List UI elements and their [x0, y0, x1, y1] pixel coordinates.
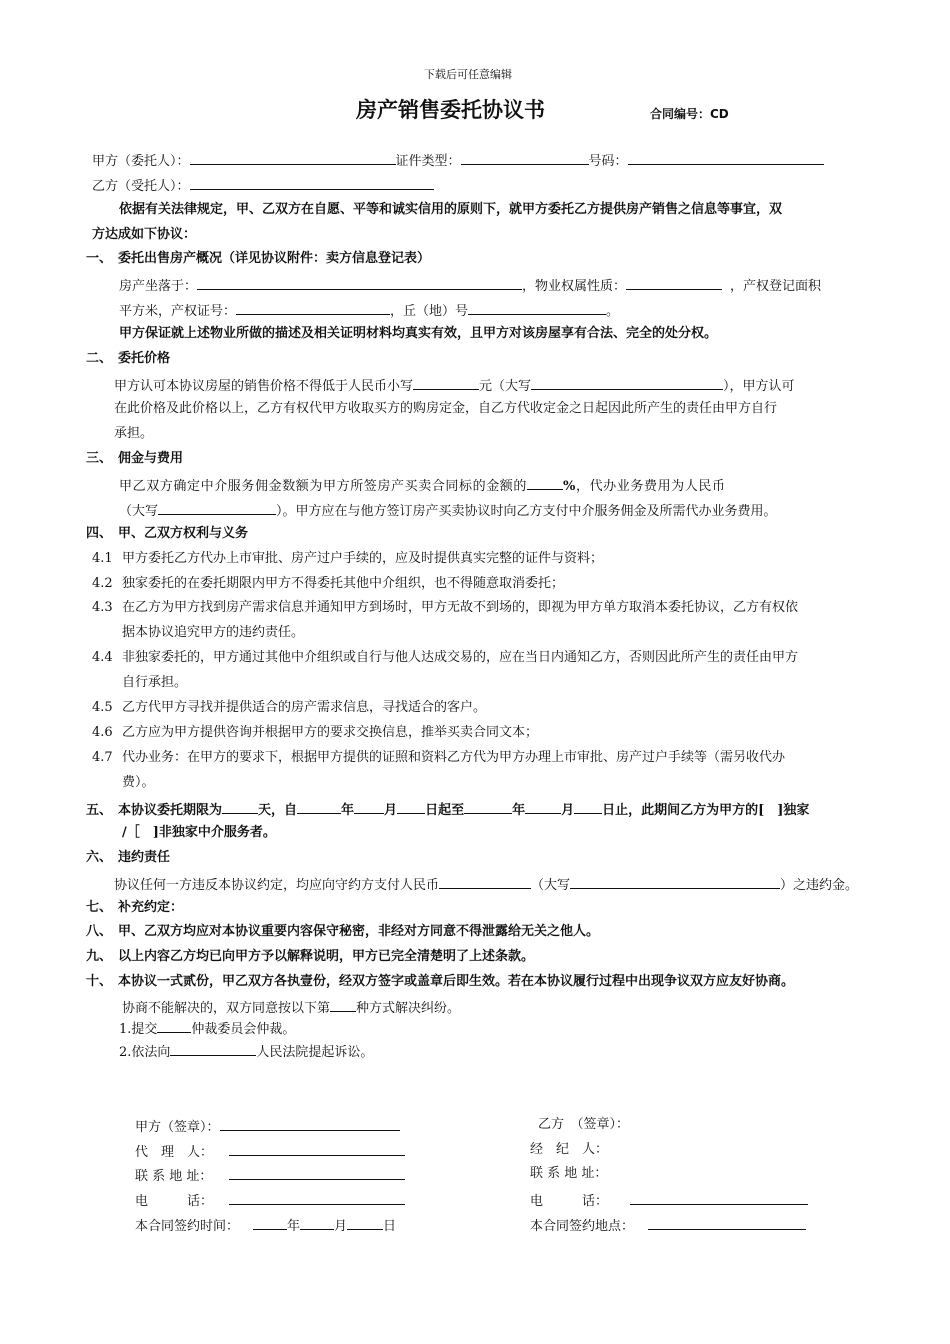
party-b-phone-field[interactable]: [630, 1191, 808, 1205]
property-cert-field[interactable]: [236, 301, 390, 315]
penalty-figure-field[interactable]: [439, 875, 531, 889]
guarantee-statement: 甲方保证就上述物业所做的描述及相关证明材料均真实有效，且甲方对该房屋享有合法、完全的处分权。: [119, 326, 718, 341]
price-figure-field[interactable]: [413, 376, 479, 390]
dispute-option-field[interactable]: [330, 998, 356, 1012]
id-number-label: 号码：: [588, 154, 628, 169]
agent-field[interactable]: [229, 1142, 405, 1156]
sign-place-field[interactable]: [648, 1216, 806, 1230]
sign-date-row: 本合同签约时间： 年 月 日: [135, 1216, 396, 1235]
party-a-seal-row: 甲方（签章）：: [135, 1117, 400, 1136]
party-a-seal-field[interactable]: [220, 1117, 400, 1131]
dispute-option-2: 2.依法向 人民法院提起诉讼。: [119, 1042, 373, 1061]
clause-4-3-cont: 据本协议追究甲方的违约责任。: [122, 625, 305, 640]
land-number-field[interactable]: [468, 301, 606, 315]
id-type-label: 证件类型：: [395, 154, 461, 169]
section-1-heading: 一、 委托出售房产概况（详见协议附件：卖方信息登记表）: [86, 251, 431, 266]
document-title: 房产销售委托协议书: [356, 98, 545, 122]
party-b-phone-row: 电 话：: [530, 1191, 808, 1210]
penalty-words-field[interactable]: [570, 875, 780, 889]
party-a-label: 甲方（委托人）：: [92, 154, 190, 169]
price-row: 甲方认可本协议房屋的销售价格不得低于人民币小写 元（大写 ），甲方认可: [114, 376, 795, 395]
clause-4-5: 4.5 乙方代甲方寻找并提供适合的房产需求信息，寻找适合的客户。: [92, 700, 487, 715]
party-b-address-label: 联 系 地 址：: [530, 1166, 608, 1181]
property-location-field[interactable]: [197, 276, 522, 290]
property-location-row: 房产坐落于： ，物业权属性质： ，产权登记面积: [119, 276, 821, 295]
section-8-heading: 八、 甲、乙双方均应对本协议重要内容保守秘密，非经对方同意不得泄露给无关之他人。: [86, 924, 600, 939]
price-line-3: 承担。: [114, 426, 154, 441]
header-note: 下载后可任意编辑: [424, 68, 512, 81]
clause-4-1: 4.1 甲方委托乙方代办上市审批、房产过户手续的，应及时提供真实完整的证件与资料；: [92, 551, 604, 566]
penalty-row: 协议任何一方违反本协议约定，均应向守约方支付人民币 （大写 ）之违约金。: [114, 875, 858, 894]
end-month-field[interactable]: [525, 800, 561, 814]
section-4-heading: 四、 甲、乙双方权利与义务: [86, 526, 249, 541]
term-days-field[interactable]: [222, 800, 258, 814]
property-cert-row: 平方米，产权证号： ，丘（地）号 。: [119, 301, 619, 320]
clause-4-7-cont: 费）。: [122, 775, 155, 790]
party-a-field[interactable]: [190, 151, 396, 165]
property-nature-field[interactable]: [626, 276, 722, 290]
party-b-label: 乙方（受托人）：: [92, 179, 190, 194]
sign-day-field[interactable]: [347, 1216, 383, 1230]
section-3-heading: 三、 佣金与费用: [86, 451, 184, 466]
contract-number-label: 合同编号：CD: [650, 107, 729, 121]
start-month-field[interactable]: [354, 800, 384, 814]
intro-line-2: 方达成如下协议：: [92, 227, 197, 242]
clause-4-3: 4.3 在乙方为甲方找到房产需求信息并通知甲方到场时，甲方无故不到场的，即视为甲方单方取消本委托协议，乙方有权依: [92, 600, 799, 615]
section-7-heading: 七、 补充约定：: [86, 900, 184, 915]
id-number-field[interactable]: [628, 151, 824, 165]
court-field[interactable]: [170, 1042, 256, 1056]
sign-month-field[interactable]: [300, 1216, 334, 1230]
section-5-row: 五、 本协议委托期限为 天，自 年 月 日起至 年 月 日止，此期间乙方为甲方的[ ]独家: [86, 800, 809, 819]
party-a-phone-row: 电 话：: [135, 1191, 405, 1210]
party-a-address-row: 联 系 地 址：: [135, 1166, 405, 1185]
end-day-field[interactable]: [574, 800, 602, 814]
fee-row: （大写 ）。甲方应在与他方签订房产买卖协议时向乙方支付中介服务佣金及所需代办业务费用。: [119, 501, 777, 520]
intro-line-1: 依据有关法律规定，甲、乙双方在自愿、平等和诚实信用的原则下，就甲方委托乙方提供房产销售之信息等事宜，双: [119, 202, 783, 217]
section-6-heading: 六、 违约责任: [86, 850, 171, 865]
sign-year-field[interactable]: [253, 1216, 287, 1230]
party-a-address-field[interactable]: [229, 1166, 405, 1180]
clause-4-2: 4.2 独家委托的在委托期限内甲方不得委托其他中介组织，也不得随意取消委托；: [92, 576, 565, 591]
section-2-heading: 二、 委托价格: [86, 351, 171, 366]
commission-row: 甲乙双方确定中介服务佣金数额为甲方所签房产买卖合同标的金额的 %，代办业务费用为人民币: [119, 476, 726, 495]
party-b-row: [92, 176, 434, 195]
section-10-heading: 十、 本协议一式贰份，甲乙双方各执壹份，经双方签字或盖章后即生效。若在本协议履行过程中出现争议双方应友好协商。: [86, 974, 795, 989]
id-type-field[interactable]: [461, 151, 589, 165]
sign-place-row: 本合同签约地点：: [530, 1216, 806, 1235]
agent-row: 代 理 人：: [135, 1142, 405, 1161]
dispute-row: 协商不能解决的，双方同意按以下第 种方式解决纠纷。: [122, 998, 460, 1017]
clause-4-4-cont: 自行承担。: [122, 675, 188, 690]
section-5-cont: /［ ]非独家中介服务者。: [122, 825, 276, 840]
commission-rate-field[interactable]: [527, 476, 563, 490]
clause-4-6: 4.6 乙方应为甲方提供咨询并根据甲方的要求交换信息，推举买卖合同文本；: [92, 725, 539, 740]
party-a-row: [92, 151, 824, 170]
party-b-seal-label: 乙方 （签章）：: [538, 1117, 630, 1132]
arbitration-field[interactable]: [157, 1019, 191, 1033]
broker-label: 经 纪 人：: [530, 1142, 609, 1157]
start-year-field[interactable]: [297, 800, 341, 814]
price-line-2: 在此价格及此价格以上，乙方有权代甲方收取买方的购房定金，自乙方代收定金之日起因此所产生的责任由甲方自行: [114, 401, 778, 416]
end-year-field[interactable]: [464, 800, 512, 814]
clause-4-4: 4.4 非独家委托的，甲方通过其他中介组织或自行与他人达成交易的，应在当日内通知乙方，否则因此所产生的责任由甲方: [92, 650, 799, 665]
dispute-option-1: 1.提交 仲裁委员会仲裁。: [119, 1019, 295, 1038]
start-day-field[interactable]: [397, 800, 425, 814]
party-a-phone-field[interactable]: [229, 1191, 405, 1205]
section-9-heading: 九、 以上内容乙方均已向甲方予以解释说明，甲方已完全清楚明了上述条款。: [86, 949, 535, 964]
price-words-field[interactable]: [531, 376, 723, 390]
fee-words-field[interactable]: [158, 501, 276, 515]
clause-4-7: 4.7 代办业务：在甲方的要求下，根据甲方提供的证照和资料乙方代为甲方办理上市审批、房产过户手续等（需另收代办: [92, 750, 786, 765]
party-b-field[interactable]: [190, 176, 434, 190]
